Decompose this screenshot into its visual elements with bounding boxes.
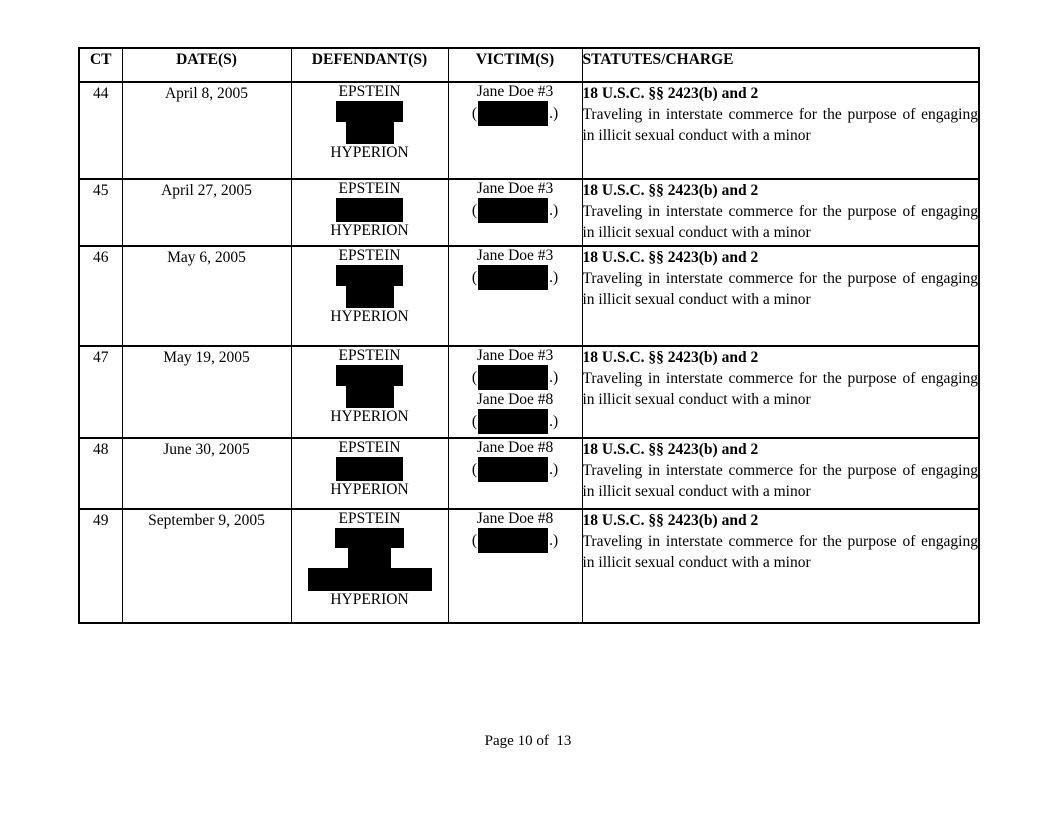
paren-open: ( — [471, 202, 478, 219]
defendant-name-top: EPSTEIN — [338, 439, 401, 456]
redaction-box — [336, 457, 403, 481]
victim-cell — [448, 82, 582, 179]
defendant-cell — [291, 438, 448, 509]
defendant-name-bottom: HYPERION — [330, 481, 409, 498]
header-dates: DATE(S) — [122, 48, 291, 82]
header-defendants: DEFENDANT(S) — [291, 48, 448, 82]
victim-redaction-line — [449, 456, 582, 483]
statute-cell — [582, 346, 979, 438]
defendant-cell — [291, 82, 448, 179]
defendant-name-bottom: HYPERION — [330, 144, 409, 161]
redaction-box — [478, 457, 548, 482]
redaction-box — [478, 265, 548, 290]
defendant-name-bottom: HYPERION — [330, 308, 409, 325]
defendant-name-bottom: HYPERION — [330, 591, 409, 608]
statute-citation: 18 U.S.C. §§ 2423(b) and 2 — [582, 441, 759, 458]
defendant-redaction — [292, 101, 448, 144]
redaction-box — [308, 568, 432, 591]
paren-close: .) — [549, 413, 559, 430]
victim-name: Jane Doe #3 — [476, 83, 554, 100]
victim-redaction-line — [449, 197, 582, 224]
statute-cell — [582, 509, 979, 623]
statute-citation: 18 U.S.C. §§ 2423(b) and 2 — [582, 182, 759, 199]
table-header-row — [79, 48, 979, 82]
header-statutes: STATUTES/CHARGE — [582, 48, 979, 82]
victim-cell — [448, 246, 582, 346]
charge-description: Traveling in interstate commerce for the purpose of engaging in illicit sexual conduct with a minor — [582, 533, 978, 571]
defendant-redaction — [292, 457, 448, 481]
victim-name: Jane Doe #8 — [476, 510, 554, 527]
date-cell: June 30, 2005 — [122, 438, 291, 509]
defendant-redaction — [292, 528, 448, 591]
paren-close: .) — [549, 369, 559, 386]
defendant-redaction — [292, 365, 448, 408]
table-body — [79, 82, 979, 623]
victim-redaction-line — [449, 527, 582, 554]
redaction-box — [346, 386, 394, 408]
header-victims: VICTIM(S) — [448, 48, 582, 82]
statute-citation: 18 U.S.C. §§ 2423(b) and 2 — [582, 85, 759, 102]
page-number: Page 10 of 13 — [484, 733, 572, 749]
date-cell: May 19, 2005 — [122, 346, 291, 438]
table-row — [79, 438, 979, 509]
redaction-box — [348, 548, 391, 568]
victim-name: Jane Doe #3 — [476, 247, 554, 264]
statute-citation: 18 U.S.C. §§ 2423(b) and 2 — [582, 349, 759, 366]
date-cell: May 6, 2005 — [122, 246, 291, 346]
charge-description: Traveling in interstate commerce for the purpose of engaging in illicit sexual conduct with a minor — [582, 270, 978, 308]
table-row — [79, 346, 979, 438]
victim-cell — [448, 438, 582, 509]
paren-open: ( — [471, 413, 478, 430]
victim-redaction-line — [449, 264, 582, 291]
redaction-box — [336, 198, 403, 222]
paren-close: .) — [549, 269, 559, 286]
header-ct: CT — [79, 48, 122, 82]
defendant-redaction — [292, 265, 448, 308]
defendant-name-bottom: HYPERION — [330, 408, 409, 425]
count-cell: 44 — [79, 82, 122, 179]
victim-cell — [448, 346, 582, 438]
count-cell: 45 — [79, 179, 122, 246]
victim-name: Jane Doe #8 — [476, 439, 554, 456]
defendant-name-top: EPSTEIN — [338, 247, 401, 264]
statute-cell — [582, 179, 979, 246]
count-cell: 46 — [79, 246, 122, 346]
defendant-name-bottom: HYPERION — [330, 222, 409, 239]
paren-close: .) — [549, 105, 559, 122]
statute-cell — [582, 438, 979, 509]
victim-cell — [448, 509, 582, 623]
redaction-box — [478, 101, 548, 126]
victim-cell — [448, 179, 582, 246]
count-cell: 48 — [79, 438, 122, 509]
victim-name: Jane Doe #3 — [476, 347, 554, 364]
defendant-name-top: EPSTEIN — [338, 83, 401, 100]
redaction-box — [336, 265, 403, 286]
paren-open: ( — [471, 461, 478, 478]
counts-table — [78, 47, 980, 624]
paren-open: ( — [471, 532, 478, 549]
date-cell: April 27, 2005 — [122, 179, 291, 246]
defendant-name-top: EPSTEIN — [338, 180, 401, 197]
table-row — [79, 179, 979, 246]
redaction-box — [336, 101, 403, 122]
victim-name: Jane Doe #8 — [476, 391, 554, 408]
charge-description: Traveling in interstate commerce for the purpose of engaging in illicit sexual conduct with a minor — [582, 203, 978, 241]
victim-name: Jane Doe #3 — [476, 180, 554, 197]
statute-cell — [582, 246, 979, 346]
statute-citation: 18 U.S.C. §§ 2423(b) and 2 — [582, 249, 759, 266]
paren-open: ( — [471, 105, 478, 122]
charge-description: Traveling in interstate commerce for the purpose of engaging in illicit sexual conduct with a minor — [582, 106, 978, 144]
redaction-box — [346, 122, 394, 144]
paren-open: ( — [471, 269, 478, 286]
paren-open: ( — [471, 369, 478, 386]
redaction-box — [346, 286, 394, 308]
statute-citation: 18 U.S.C. §§ 2423(b) and 2 — [582, 512, 759, 529]
statute-cell — [582, 82, 979, 179]
table-row — [79, 246, 979, 346]
defendant-redaction — [292, 198, 448, 222]
paren-close: .) — [549, 202, 559, 219]
defendant-cell — [291, 509, 448, 623]
charge-description: Traveling in interstate commerce for the purpose of engaging in illicit sexual conduct with a minor — [582, 370, 978, 408]
defendant-name-top: EPSTEIN — [338, 510, 401, 527]
victim-redaction-line — [449, 100, 582, 127]
redaction-box — [478, 409, 548, 434]
victim-redaction-line — [449, 408, 582, 435]
victim-redaction-line — [449, 364, 582, 391]
defendant-cell — [291, 346, 448, 438]
date-cell: April 8, 2005 — [122, 82, 291, 179]
count-cell: 49 — [79, 509, 122, 623]
table-row — [79, 82, 979, 179]
defendant-cell — [291, 179, 448, 246]
table-row — [79, 509, 979, 623]
defendant-name-top: EPSTEIN — [338, 347, 401, 364]
redaction-box — [336, 365, 403, 386]
redaction-box — [478, 198, 548, 223]
redaction-box — [478, 365, 548, 390]
paren-close: .) — [549, 461, 559, 478]
redaction-box — [478, 528, 548, 553]
redaction-box — [335, 528, 404, 548]
count-cell: 47 — [79, 346, 122, 438]
paren-close: .) — [549, 532, 559, 549]
date-cell: September 9, 2005 — [122, 509, 291, 623]
charge-description: Traveling in interstate commerce for the purpose of engaging in illicit sexual conduct with a minor — [582, 462, 978, 500]
defendant-cell — [291, 246, 448, 346]
